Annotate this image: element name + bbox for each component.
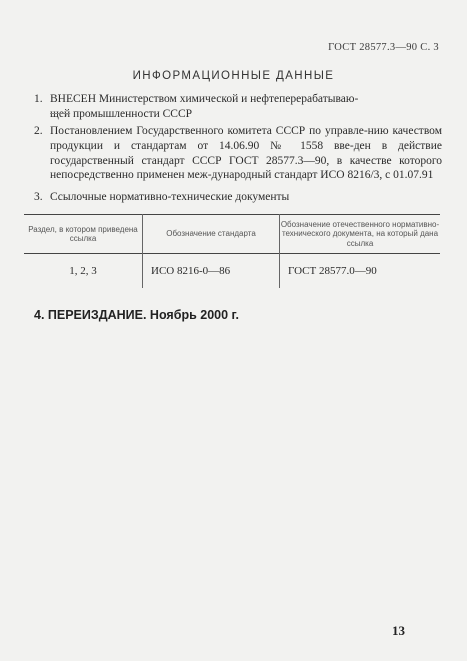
info-item-2 [34, 124, 442, 183]
references-table [24, 214, 440, 288]
page-number: 13 [392, 623, 405, 638]
item-text-part: Министерством химической и нефтеперерабатываю- [96, 93, 359, 105]
cell-domestic-document: ГОСТ 28577.0—90 [280, 254, 441, 289]
item-number: 2. [34, 125, 43, 137]
column-header-domestic-document: Обозначение отечественного нормативно-технического документа, на который дана ссылка [280, 215, 441, 254]
cell-standard: ИСО 8216-0—86 [143, 254, 280, 289]
cell-section: 1, 2, 3 [69, 265, 97, 277]
table-row [24, 254, 440, 289]
reprint-note: 4. ПЕРЕИЗДАНИЕ. Ноябрь 2000 г. [34, 308, 239, 322]
table-header-row [24, 215, 440, 254]
item-text-struck: щей [50, 107, 71, 120]
info-item-1 [34, 92, 442, 122]
column-header-section: Раздел, в котором приведена ссылка [28, 224, 138, 243]
document-reference: ГОСТ 28577.3—90 С. 3 [328, 42, 439, 53]
item-prefix: ВНЕСЕН [50, 93, 96, 105]
item-number: 3. [34, 191, 43, 203]
section-title: ИНФОРМАЦИОННЫЕ ДАННЫЕ [132, 70, 335, 82]
item-number: 1. [34, 93, 43, 105]
item-text [50, 92, 442, 122]
info-item-3 [34, 190, 442, 205]
item-text: Ссылочные нормативно-технические документы [50, 191, 290, 203]
item-text: Постановлением Государственного комитета СССР по управле-нию качеством продукции и стандартам от 14.06.90 № 1558 вве-ден в действие государственный стандарт СССР ГОСТ 28577.3—90, в качестве которого непосредственно применен меж-дународный стандарт ИСО 8216/3, с 01.07.91 [50, 125, 442, 182]
item-text-part-2: промышленности СССР [70, 107, 193, 120]
column-header-standard: Обозначение стандарта [143, 215, 280, 254]
